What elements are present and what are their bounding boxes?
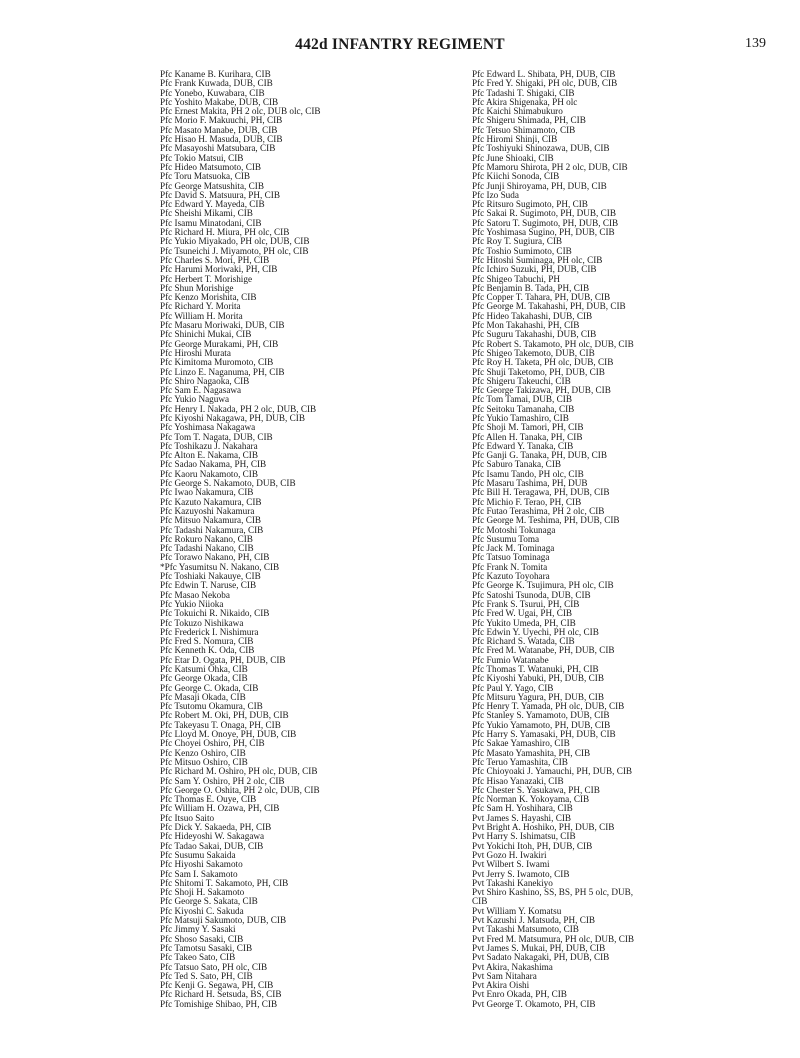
roster-entry: Pfc Masao Nekoba	[160, 589, 230, 600]
roster-entry: Pvt Gozo H. Iwakiri	[472, 849, 547, 860]
roster-entry: Pfc Kaoru Nakamoto, CIB	[160, 468, 258, 479]
roster-entry: Pfc Satoru T. Sugimoto, PH, DUB, CIB	[472, 217, 619, 228]
roster-entry: Pfc Tatsuo Sato, PH olc, CIB	[160, 961, 268, 972]
roster-entry: Pfc Masayoshi Matsubara, CIB	[160, 143, 276, 154]
roster-entry: Pfc William H. Ozawa, PH, CIB	[160, 803, 280, 814]
roster-entry: Pfc Masato Yamashita, PH, CIB	[472, 747, 591, 758]
roster-entry: Pfc Edward Y. Mayeda, CIB	[160, 199, 265, 210]
roster-entry: Pfc Torawo Nakano, PH, CIB	[160, 552, 270, 563]
roster-entry: Pfc William H. Morita	[160, 310, 243, 321]
roster-entry: Pfc Allen H. Tanaka, PH, CIB	[472, 431, 583, 442]
roster-entry: Pfc Linzo E. Naganuma, PH, CIB	[160, 366, 285, 377]
roster-entry: Pfc Edward L. Shibata, PH, DUB, CIB	[472, 69, 616, 79]
roster-entry: Pvt William Y. Komatsu	[472, 905, 562, 916]
roster-entry: Pfc Isamu Minatodani, CIB	[160, 217, 262, 228]
roster-entry: Pfc Norman K. Yokoyama, CIB	[472, 794, 590, 805]
roster-entry: Pfc Tom Tamai, DUB, CIB	[472, 394, 572, 405]
roster-entry: Pfc Mon Takahashi, PH, CIB	[472, 320, 580, 331]
roster-entry: Pfc Tatsuo Tominaga	[472, 552, 550, 563]
roster-entry: Pvt Jerry S. Iwamoto, CIB	[472, 868, 570, 879]
roster-entry: Pfc Kiyoshi Nakagawa, PH, DUB, CIB	[160, 412, 305, 423]
roster-entry: Pfc Ichiro Suzuki, PH, DUB, CIB	[472, 264, 597, 275]
roster-entry: Pfc Tadashi T. Shigaki, CIB	[472, 87, 575, 98]
roster-entry: Pvt James S. Hayashi, CIB	[472, 812, 572, 823]
roster-entry: Pvt Enro Okada, PH, CIB	[472, 989, 567, 1000]
roster-entry: Pfc Sam E. Nagasawa	[160, 385, 242, 396]
roster-entry: Pfc Chioyoaki J. Yamauchi, PH, DUB, CIB	[472, 766, 633, 777]
roster-entry: Pfc Suguru Takahashi, DUB, CIB	[472, 329, 597, 340]
roster-entry: Pfc Futao Terashima, PH 2 olc, CIB	[472, 505, 605, 516]
roster-entry: Pfc Tetsuo Shimamoto, CIB	[472, 124, 576, 135]
roster-entry: Pfc Hideo Takahashi, DUB, CIB	[472, 310, 593, 321]
roster-entry: Pfc Toru Matsuoka, CIB	[160, 171, 251, 182]
roster-entry: Pfc Sam H. Yoshihara, CIB	[472, 803, 573, 814]
roster-entry: Pfc Masaji Okada, CIB	[160, 691, 246, 702]
roster-entry: Pfc Tsutomu Okamura, CIB	[160, 701, 263, 712]
roster-entry: Pfc Akira Shigenaka, PH olc	[472, 96, 578, 107]
roster-entry: Pfc Frank S. Tsurui, PH, CIB	[472, 598, 580, 609]
roster-entry: Pfc Kenzo Oshiro, CIB	[160, 747, 246, 758]
roster-entry: Pfc Charles S. Mori, PH, CIB	[160, 254, 270, 265]
roster-entry: Pfc Yoshimasa Nakagawa	[160, 422, 256, 433]
roster-entry: Pfc Robert M. Oki, PH, DUB, CIB	[160, 710, 289, 721]
roster-entry: Pfc Yoshimasa Sugino, PH, DUB, CIB	[472, 227, 615, 238]
roster-entry: Pfc Stanley S. Yamamoto, DUB, CIB	[472, 710, 610, 721]
roster-entry: Pfc George Takizawa, PH, DUB, CIB	[472, 385, 611, 396]
roster-entry: Pfc Toshiyuki Shinozawa, DUB, CIB	[472, 143, 610, 154]
roster-entry: Pfc Shitomi T. Sakamoto, PH, CIB	[160, 877, 289, 888]
roster-entry: Pfc Shoji H. Sakamoto	[160, 887, 245, 898]
roster-entry: Pfc Tadashi Nakamura, CIB	[160, 524, 264, 535]
roster-entry: Pfc Alton E. Nakama, CIB	[160, 450, 258, 461]
roster-entry: Pfc Kiichi Sonoda, CIB	[472, 171, 560, 182]
roster-entry: Pvt Yokichi Itoh, PH, DUB, CIB	[472, 840, 593, 851]
roster-entry: Pfc Choyei Oshiro, PH, CIB	[160, 738, 265, 749]
roster-entry: Pfc Yukio Miyakado, PH olc, DUB, CIB	[160, 236, 310, 247]
roster-entry: Pfc Bill H. Teragawa, PH, DUB, CIB	[472, 487, 610, 498]
roster-entry: Pfc Kenzo Morishita, CIB	[160, 292, 257, 303]
roster-entry: Pfc Sheishi Mikami, CIB	[160, 208, 253, 219]
page-number: 139	[745, 36, 766, 51]
roster-entry: Pfc Henry I. Nakada, PH 2 olc, DUB, CIB	[160, 403, 317, 414]
roster-entry: Pfc Seitoku Tamanaha, CIB	[472, 403, 575, 414]
roster-entry: Pfc Takeo Sato, CIB	[160, 952, 236, 963]
roster-entry: Pfc Shoji M. Tamori, PH, CIB	[472, 422, 584, 433]
roster-entry: Pfc Shun Morishige	[160, 282, 234, 293]
roster-entry: Pfc Susumu Sakaida	[160, 849, 236, 860]
roster-entry: Pfc Robert S. Takamoto, PH olc, DUB, CIB	[472, 338, 634, 349]
page-title: 442d INFANTRY REGIMENT	[295, 36, 505, 53]
roster-entry: Pfc George S. Sakata, CIB	[160, 896, 258, 907]
roster-entry: Pfc Yukito Umeda, PH, CIB	[472, 617, 576, 628]
roster-entry: Pfc Frank N. Tomita	[472, 561, 548, 572]
roster-entry: Pfc Benjamin B. Tada, PH, CIB	[472, 282, 590, 293]
roster-entry: Pfc Herbert T. Morishige	[160, 273, 253, 284]
roster-entry: Pfc Ted S. Sato, PH, CIB	[160, 970, 253, 981]
roster-entry: Pvt Akira Oishi	[472, 980, 530, 991]
roster-entry: Pfc Kazuyoshi Nakamura	[160, 505, 255, 516]
roster-entry: Pfc Masato Manabe, DUB, CIB	[160, 124, 278, 135]
roster-entry: Pfc Sakai R. Sugimoto, PH, DUB, CIB	[472, 208, 616, 219]
roster-entry: Pvt Sam Nitahara	[472, 970, 537, 981]
roster-entry: Pfc Kenji G. Segawa, PH, CIB	[160, 980, 274, 991]
roster-entry: Pfc Shoso Sasaki, CIB	[160, 933, 244, 944]
roster-entry: Pfc Harry S. Yamasaki, PH, DUB, CIB	[472, 729, 616, 740]
roster-entry: Pfc Tsuneichi J. Miyamoto, PH olc, CIB	[160, 245, 309, 256]
roster-entry: Pfc Hideyoshi W. Sakagawa	[160, 831, 265, 842]
roster-entry: Pfc Sakae Yamashiro, CIB	[472, 738, 570, 749]
roster-entry: Pfc Kaichi Shimabukuro	[472, 106, 563, 117]
roster-entry: Pfc Tamotsu Sasaki, CIB	[160, 942, 253, 953]
roster-entry: Pfc Yukio Tamashiro, CIB	[472, 412, 569, 423]
roster-entry: Pfc Hitoshi Suminaga, PH olc, CIB	[472, 254, 603, 265]
roster-entry: Pfc Jimmy Y. Sasaki	[160, 924, 236, 935]
roster-entry: Pfc Shinichi Mukai, CIB	[160, 329, 252, 340]
roster-entry: Pfc Roy H. Taketa, PH olc, DUB, CIB	[472, 357, 614, 368]
page-header	[0, 36, 800, 56]
roster-entry: Pfc Motoshi Tokunaga	[472, 524, 556, 535]
roster-entry: Pfc Yonebo, Kuwabara, CIB	[160, 87, 265, 98]
roster-entry: Pfc Richard M. Oshiro, PH olc, DUB, CIB	[160, 766, 318, 777]
roster-entry: Pfc Thomas T. Watanuki, PH, CIB	[472, 664, 599, 674]
roster-entry: Pfc Toshio Sumimoto, CIB	[472, 245, 572, 256]
roster-entry: Pfc Saburo Tanaka, CIB	[472, 459, 562, 470]
roster-entry: Pfc Takeyasu T. Onaga, PH, CIB	[160, 719, 281, 730]
roster-entry: Pfc Lloyd M. Onoye, PH, DUB, CIB	[160, 729, 297, 740]
roster-entry: Pfc Fred Y. Shigaki, PH olc, DUB, CIB	[472, 78, 618, 89]
roster-entry: Pfc Ganji G. Tanaka, PH, DUB, CIB	[472, 450, 607, 461]
roster-entry: Pfc George O. Oshita, PH 2 olc, DUB, CIB	[160, 784, 320, 795]
roster-entry: Pfc Kaname B. Kurihara, CIB	[160, 69, 271, 79]
roster-entry: Pfc Rokuro Nakano, CIB	[160, 533, 253, 544]
roster-entry: Pvt James S. Mukai, PH, DUB, CIB	[472, 942, 606, 953]
roster-entry: Pfc Fred W. Ugai, PH, CIB	[472, 608, 573, 619]
roster-entry: Pvt Sadato Nakagaki, PH, DUB, CIB	[472, 952, 610, 963]
roster-entry: Pfc Hiroshi Murata	[160, 347, 231, 358]
roster-entry: Pfc Shigeo Tabuchi, PH	[472, 273, 560, 284]
roster-entry: Pfc Izo Suda	[472, 189, 519, 200]
roster-entry: Pfc Shigeo Takemoto, DUB, CIB	[472, 347, 595, 358]
roster-entry: Pfc Edwin T. Naruse, CIB	[160, 580, 257, 591]
roster-entry: Pfc George Matsushita, CIB	[160, 180, 264, 191]
roster-entry: Pfc Satoshi Tsunoda, DUB, CIB	[472, 589, 591, 600]
roster-entry: Pfc Mitsuru Yagura, PH, DUB, CIB	[472, 691, 604, 702]
roster-column-right	[472, 70, 772, 1009]
roster-entry: Pfc George C. Okada, CIB	[160, 682, 259, 693]
roster-entry: Pfc Fumio Watanabe	[472, 654, 549, 665]
roster-entry: Pfc Chester S. Yasukawa, PH, CIB	[472, 784, 600, 795]
roster-entry: Pfc Copper T. Tahara, PH, DUB, CIB	[472, 292, 611, 303]
roster-entry: Pfc Teruo Yamashita, CIB	[472, 756, 568, 767]
roster-entry: Pfc Shuji Taketomo, PH, DUB, CIB	[472, 366, 605, 377]
roster-entry: Pfc Toshiaki Nakauye, CIB	[160, 571, 261, 582]
roster-entry: Pfc Tomishige Shibao, PH, CIB	[160, 998, 278, 1009]
roster-entry: Pfc Yukio Yamamoto, PH, DUB, CIB	[472, 719, 611, 730]
roster-entry: Pvt Bright A. Hoshiko, PH, DUB, CIB	[472, 822, 615, 833]
roster-entry: Pfc Mamoru Shirota, PH 2 olc, DUB, CIB	[472, 161, 628, 172]
roster-entry: Pfc Ernest Makita, PH 2 olc, DUB olc, CIB	[160, 106, 321, 117]
roster-entry: Pfc Sam I. Sakamoto	[160, 868, 238, 879]
roster-entry: Pfc Harumi Moriwaki, PH, CIB	[160, 264, 278, 275]
roster-entry: Pfc Masaru Tashima, PH, DUB	[472, 478, 588, 489]
roster-entry: Pfc Paul Y. Yago, CIB	[472, 682, 554, 693]
roster-entry: Pfc Itsuo Saito	[160, 812, 215, 823]
roster-entry: Pfc Roy T. Sugiura, CIB	[472, 236, 563, 247]
roster-entry: Pfc Hiyoshi Sakamoto	[160, 859, 243, 870]
roster-entry: Pfc Fred M. Watanabe, PH, DUB, CIB	[472, 645, 615, 656]
roster-entry: Pfc Kenneth K. Oda, CIB	[160, 645, 255, 656]
roster-entry: Pfc Tadao Sakai, DUB, CIB	[160, 840, 264, 851]
roster-column-left	[160, 70, 460, 1009]
roster-entry: CIB	[472, 896, 488, 907]
roster-entry: Pfc Edwin Y. Uyechi, PH olc, CIB	[472, 626, 599, 637]
roster-entry: Pfc Yoshito Makabe, DUB, CIB	[160, 96, 279, 107]
roster-entry: Pfc Shiro Nagaoka, CIB	[160, 375, 250, 386]
roster-entry: Pfc David S. Matsuura, PH, CIB	[160, 189, 280, 200]
roster-entry: Pfc George Murakami, PH, CIB	[160, 338, 279, 349]
roster-entry: Pfc Tokio Matsui, CIB	[160, 152, 244, 163]
roster-entry: Pfc Kiyoshi Yabuki, PH, DUB, CIB	[472, 673, 604, 684]
roster-entry: Pfc Kazuto Toyohara	[472, 571, 550, 582]
roster-entry: Pfc George S. Nakamoto, DUB, CIB	[160, 478, 296, 489]
roster-entry: Pfc Richard Y. Morita	[160, 301, 241, 312]
roster-entry: Pvt Kazushi J. Matsuda, PH, CIB	[472, 915, 596, 926]
roster-entry: Pfc Susumu Toma	[472, 533, 540, 544]
roster-entry: Pfc Masaru Moriwaki, DUB, CIB	[160, 320, 285, 331]
roster-entry: Pfc Etar D. Ogata, PH, DUB, CIB	[160, 654, 286, 665]
roster-entry: Pfc George K. Tsujimura, PH olc, CIB	[472, 580, 614, 591]
roster-entry: Pfc Edward Y. Tanaka, CIB	[472, 440, 574, 451]
roster-entry: Pfc Tom T. Nagata, DUB, CIB	[160, 431, 273, 442]
roster-entry: Pvt George T. Okamoto, PH, CIB	[472, 998, 596, 1009]
roster-entry: Pfc Frederick I. Nishimura	[160, 626, 259, 637]
roster-entry: Pfc Ritsuro Sugimoto, PH, CIB	[472, 199, 588, 210]
roster-entry: Pfc Hisao H. Masuda, DUB, CIB	[160, 134, 283, 145]
roster-entry: Pfc Shigeru Shimada, PH, CIB	[472, 115, 586, 126]
roster-entry: Pfc Hideo Matsumoto, CIB	[160, 161, 262, 172]
roster-entry: Pfc Richard H. Setsuda, BS, CIB	[160, 989, 282, 1000]
roster-entry: Pvt Takashi Kanekiyo	[472, 877, 553, 888]
roster-entry: Pfc Morio F. Makuuchi, PH, CIB	[160, 115, 283, 126]
roster-entry: Pfc Junji Shiroyama, PH, DUB, CIB	[472, 180, 607, 191]
roster-entry: Pfc June Shioaki, CIB	[472, 152, 554, 163]
roster-entry: Pfc Isamu Tando, PH olc, CIB	[472, 468, 584, 479]
roster-entry: Pfc Frank Kuwada, DUB, CIB	[160, 78, 273, 89]
roster-entry: Pfc Yukio Niioka	[160, 598, 224, 609]
roster-entry: Pfc Kimitoma Muromoto, CIB	[160, 357, 274, 368]
roster-entry: Pfc Tadashi Nakano, CIB	[160, 543, 254, 554]
roster-entry: Pfc Hiromi Shinji, CIB	[472, 134, 558, 145]
roster-entry: Pfc Fred S. Nomura, CIB	[160, 636, 254, 647]
roster-entry: Pvt Wilbert S. Iwami	[472, 859, 550, 870]
roster-entry: Pfc George Okada, CIB	[160, 673, 248, 684]
roster-entry: Pfc Dick Y. Sakaeda, PH, CIB	[160, 822, 272, 833]
roster-entry: Pfc Henry T. Yamada, PH olc, DUB, CIB	[472, 701, 625, 712]
roster-entry: Pvt Takashi Matsumoto, CIB	[472, 924, 579, 935]
roster-entry: Pvt Fred M. Matsumura, PH olc, DUB, CIB	[472, 933, 635, 944]
roster-entry: Pvt Shiro Kashino, SS, BS, PH 5 olc, DUB,	[472, 887, 634, 898]
roster-entry: Pfc Tokuzo Nishikawa	[160, 617, 244, 628]
roster-entry: Pfc Tokuichi R. Nikaido, CIB	[160, 608, 270, 619]
roster-entry: Pfc Michio F. Terao, PH, CIB	[472, 496, 582, 507]
roster-entry: Pvt Akira, Nakashima	[472, 961, 553, 972]
roster-entry: Pfc Thomas E. Ouye, CIB	[160, 794, 257, 805]
roster-entry: Pfc Richard H. Miura, PH olc, CIB	[160, 227, 290, 238]
roster-entry: Pfc George M. Takahashi, PH, DUB, CIB	[472, 301, 626, 312]
roster-entry: Pfc Richard S. Watada, CIB	[472, 636, 575, 647]
roster-entry: Pfc Kiyoshi C. Sakuda	[160, 905, 244, 916]
roster-entry: Pfc Matsuji Sakumoto, DUB, CIB	[160, 915, 287, 926]
roster-entry: Pfc Iwao Nakamura, CIB	[160, 487, 254, 498]
roster-entry: Pvt Harry S. Ishimatsu, CIB	[472, 831, 576, 842]
roster-entry: Pfc Yukio Naguwa	[160, 394, 230, 405]
roster-entry: *Pfc Yasumitsu N. Nakano, CIB	[160, 561, 280, 572]
roster-entry: Pfc George M. Teshima, PH, DUB, CIB	[472, 515, 620, 526]
roster-entry: Pfc Shigeru Takeuchi, CIB	[472, 375, 571, 386]
roster-entry: Pfc Jack M. Tominaga	[472, 543, 555, 554]
roster-entry: Pfc Kazuto Nakamura, CIB	[160, 496, 262, 507]
roster-entry: Pfc Sam Y. Oshiro, PH 2 olc, CIB	[160, 775, 285, 786]
roster-entry: Pfc Sadao Nakama, PH, CIB	[160, 459, 267, 470]
roster-entry: Pfc Toshikazu J. Nakahara	[160, 440, 258, 451]
roster-entry: Pfc Katsumi Ohka, CIB	[160, 664, 248, 674]
roster-entry: Pfc Mitsuo Nakamura, CIB	[160, 515, 262, 526]
roster-entry: Pfc Mitsuo Oshiro, CIB	[160, 756, 248, 767]
roster-entry: Pfc Hisao Yanazaki, CIB	[472, 775, 564, 786]
